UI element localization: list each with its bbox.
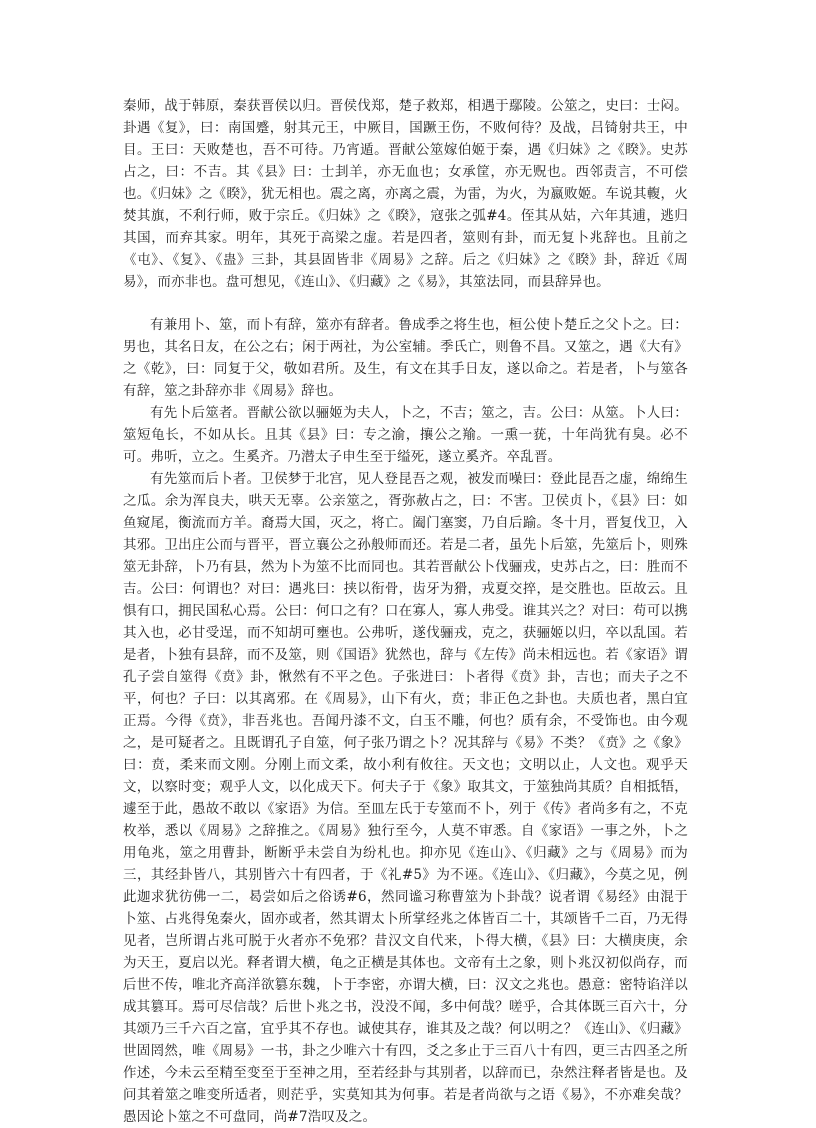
paragraph-2: 有兼用卜、筮，而卜有辞，筮亦有辞者。鲁成季之将生也，桓公使卜楚丘之父卜之。曰：男也，其名日友，在公之右；闲于两社，为公室辅。季氏亡，则鲁不昌。又筮之，遇《大有》之《乾》，曰：同复于父，敬如君所。及生，有文在其手日友，遂以命之。若是者，卜与筮各有辞，筮之卦辞亦非《周易》辞也。	[123, 317, 688, 399]
paragraph-3: 有先卜后筮者。晋献公欲以骊姬为夫人，卜之，不吉；筮之，吉。公曰：从筮。卜人曰：筮短龟长，不如从长。且其《县》曰：专之渝，攘公之羭。一熏一莸，十年尚犹有臭。必不可。弗听，立之。生奚齐。乃潜太子申生至于缢死，遂立奚齐。卒乱晋。	[123, 405, 688, 465]
paragraph-4: 有先筮而后卜者。卫侯梦于北宫，见人登昆吾之观，被发而噪曰：登此昆吾之虚，绵绵生之瓜。余为浑良夫，哄天无辜。公亲筮之，胥弥赦占之，曰：不害。卫侯贞卜，《县》曰：如鱼窥尾，衡流而方羊。裔焉大国，灭之，将亡。阖门塞窦，乃自后踰。冬十月，晋复伐卫，入其邪。卫出庄公而与晋平，晋立襄公之孙般师而还。若是二者，虽先卜后筮，先筮后卜，则殊筮无卦辞，卜乃有县，然为卜为筮不比而同也。其若晋献公卜伐骊戎，史苏占之，曰：胜而不吉。公曰：何谓也？对曰：遇兆曰：挟以衔骨，齿牙为猾，戎夏交捽，是交胜也。臣故云。且惧有口，拥民国私心焉。公曰：何口之有？口在寡人，寡人弗受。谁其兴之？对曰：苟可以携其入也，必甘受逞，而不知胡可壅也。公弗听，遂伐骊戎，克之，获骊姬以归，卒以乱国。若是者，卜独有县辞，而不及筮，则《国语》犹然也，辞与《左传》尚未相远也。若《家语》谓孔子尝自筮得《贲》卦，愀然有不平之色。子张进曰：卜者得《贲》卦，吉也；而夫子之不平，何也？子曰：以其离邪。在《周易》，山下有火，贲；非正色之卦也。夫质也者，黑白宜正焉。今得《贲》，非吾兆也。吾闻丹漆不文，白玉不雕，何也？质有余，不受饰也。由今观之，是可疑者之。且既谓孔子自筮，何子张乃谓之卜？况其辞与《易》不类？《贲》之《象》曰：贲，柔来而文刚。分刚上而文柔，故小利有攸往。天文也；文明以止，人文也。观乎天文，以察时变；观乎人文，以化成天下。何夫子于《象》取其文，于筮独尚其质？自相抵牾，遽至于此，愚故不敢以《家语》为信。至皿左氏于专筮而不卜，列于《传》者尚多有之，不克枚举，悉以《周易》之辞推之。《周易》独行至今，人莫不审悉。自《家语》一事之外，卜之用龟兆，筮之用曹卦，断断乎未尝自为纷札也。抑亦见《连山》、《归藏》之与《周易》而为三，其经卦皆八，其别皆六十有四者，于《礼#5》为不诬。《连山》、《归藏》，今莫之见，例此迦求犹彷佛一二，曷尝如后之俗诱#6，然同谧习称曹筮为卜卦哉？说者谓《易经》由混于卜筮、占兆得兔秦火，固亦或者，然其谓太卜所掌经兆之体皆百二十，其颂皆千二百，乃无得见者，岂所谓占兆可脱于火者亦不免邪？昔汉文自代来，卜得大横，《县》曰：大横庚庚，余为天王，夏启以光。释者谓大横，龟之正横是其体也。文帝有土之象，则卜兆汉初似尚存，而后世不传，唯北齐高洋欲篡东魏，卜于李密，亦谓大横，曰：汉文之兆也。愚意：密特谄洋以成其篡耳。焉可尽信哉？后世卜兆之书，没没不闻，多中何哉？嗟乎，合其体既三百六十，分其颂乃三千六百之富，宜乎其不存也。诚使其存，谁其及之哉？何以明之？《连山》、《归藏》世固罔然，唯《周易》一书，卦之少唯六十有四，爻之多止于三百八十有四，更三古四圣之所作述，今未云至精至变至于至神之用，至若经卦与其别者，以辞而已，杂然注释者皆是也。及问其着筮之唯变所适者，则茫乎，实莫知其为何事。若是者尚欲与之语《易》，不亦难矣哉？愚因论卜筮之不可盘同，尚#7浩叹及之。	[123, 471, 688, 1125]
paragraph-1: 秦师，战于韩原，秦获晋侯以归。晋侯伐郑，楚子救郑，相遇于鄢陵。公筮之，史曰：士闷。卦遇《复》，曰：南国蹙，射其元王，中厥目，国蹶王伤，不败何待？及战，吕锜射共王，中目。王曰：天败楚也，吾不可待。乃宵遁。晋献公筮嫁伯姬于秦，遇《归妹》之《睽》。史苏占之，曰：不吉。其《县》曰：士刲羊，亦无血也；女承筐，亦无贶也。西邻责言，不可偿也。《归妹》之《睽》，犹无相也。震之离，亦离之震，为雷，为火，为嬴败姬。车说其輹，火焚其旗，不利行师，败于宗丘。《归妹》之《睽》，寇张之弧#4。侄其从姑，六年其逋，逃归其国，而弃其家。明年，其死于高梁之虚。若是四者，筮则有卦，而无复卜兆辞也。且前之《屯》、《复》、《蛊》三卦，其县固皆非《周易》之辞。后之《归妹》之《睽》卦，辞近《周易》，而亦非也。盘可想见，《连山》、《归藏》之《易》，其筮法同，而县辞异也。	[123, 98, 688, 290]
